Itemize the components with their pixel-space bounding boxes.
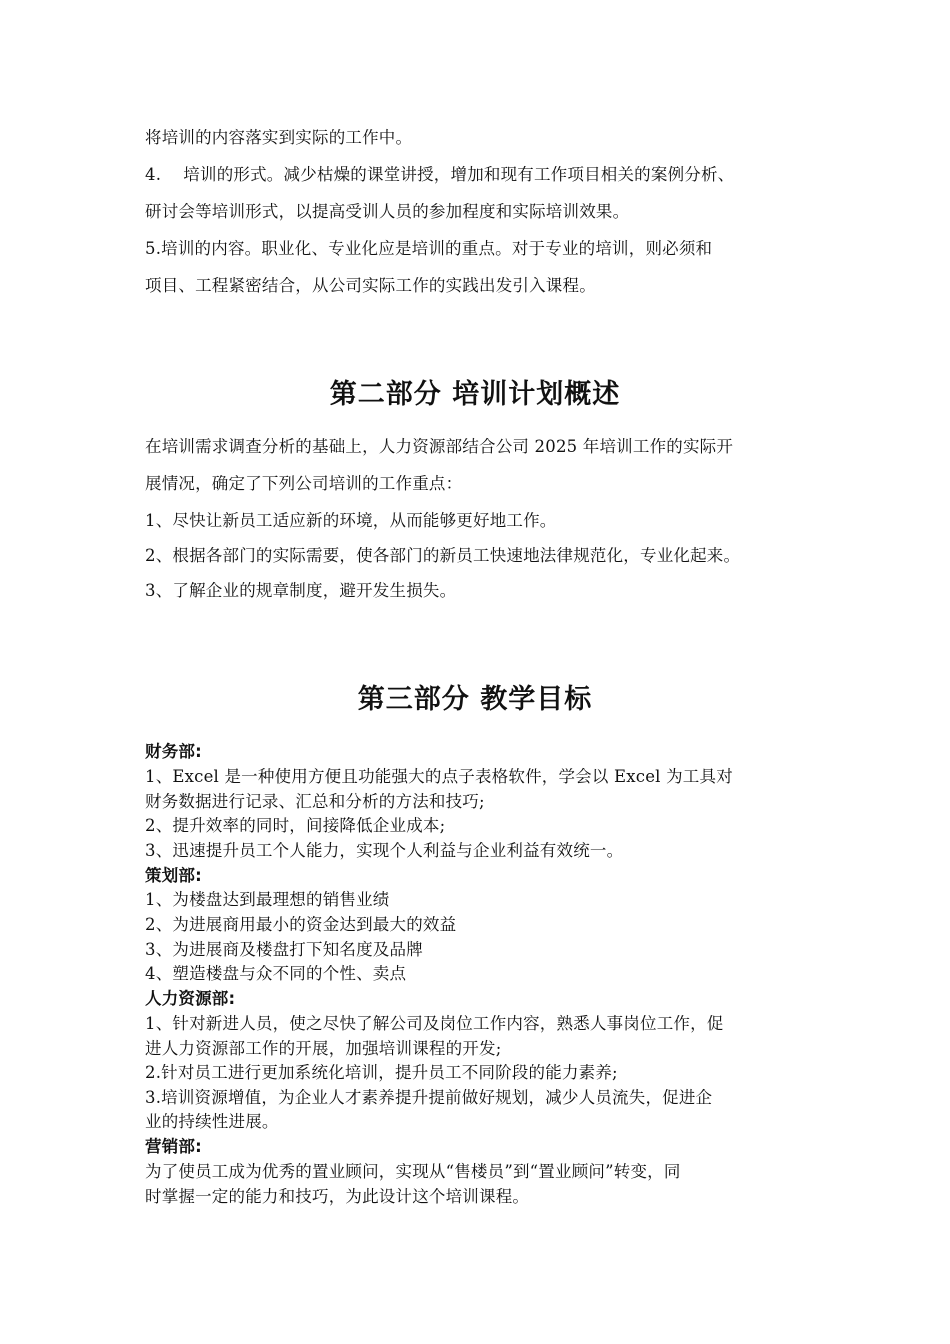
paragraph-line: 1、尽快让新员工适应新的环境，从而能够更好地工作。 <box>145 511 557 530</box>
paragraph-line: 4、塑造楼盘与众不同的个性、卖点 <box>145 964 407 983</box>
paragraph-line: 3、为进展商及楼盘打下知名度及品牌 <box>145 940 423 959</box>
paragraph-line: 1、为楼盘达到最理想的销售业绩 <box>145 890 390 909</box>
paragraph-line: 业的持续性进展。 <box>145 1112 279 1131</box>
paragraph-line: 进人力资源部工作的开展，加强培训课程的开发; <box>145 1039 502 1058</box>
paragraph-line: 将培训的内容落实到实际的工作中。 <box>145 128 413 147</box>
section-title-part2: 第二部分 培训计划概述 <box>329 379 621 410</box>
paragraph-line: 4. 培训的形式。减少枯燥的课堂讲授，增加和现有工作项目相关的案例分析、 <box>145 165 735 184</box>
paragraph-line: 2、为进展商用最小的资金达到最大的效益 <box>145 915 457 934</box>
paragraph-line: 3.培训资源增值，为企业人才素养提升提前做好规划，减少人员流失，促进企 <box>145 1088 713 1107</box>
paragraph-line: 在培训需求调查分析的基础上，人力资源部结合公司 2025 年培训工作的实际开 <box>145 437 734 456</box>
paragraph-line: 项目、工程紧密结合，从公司实际工作的实践出发引入课程。 <box>145 276 596 295</box>
dept-heading-marketing: 营销部: <box>145 1137 202 1156</box>
paragraph-line: 2、提升效率的同时，间接降低企业成本; <box>145 816 446 835</box>
dept-heading-hr: 人力资源部: <box>145 989 236 1008</box>
paragraph-line: 展情况，确定了下列公司培训的工作重点： <box>145 474 463 493</box>
paragraph-line: 2.针对员工进行更加系统化培训，提升员工不同阶段的能力素养; <box>145 1063 618 1082</box>
paragraph-line: 3、迅速提升员工个人能力，实现个人利益与企业利益有效统一。 <box>145 841 624 860</box>
paragraph-line: 1、针对新进人员，使之尽快了解公司及岗位工作内容，熟悉人事岗位工作，促 <box>145 1014 724 1033</box>
paragraph-line: 财务数据进行记录、汇总和分析的方法和技巧; <box>145 792 485 811</box>
paragraph-line: 2、根据各部门的实际需要，使各部门的新员工快速地法律规范化，专业化起来。 <box>145 546 741 565</box>
paragraph-line: 研讨会等培训形式，以提高受训人员的参加程度和实际培训效果。 <box>145 202 630 221</box>
paragraph-line: 为了使员工成为优秀的置业顾问，实现从“售楼员”到“置业顾问”转变，同 <box>145 1162 681 1181</box>
paragraph-line: 3、了解企业的规章制度，避开发生损失。 <box>145 581 457 600</box>
section-title-part3: 第三部分 教学目标 <box>357 684 593 715</box>
paragraph-line: 5.培训的内容。职业化、专业化应是培训的重点。对于专业的培训，则必须和 <box>145 239 713 258</box>
paragraph-line: 时掌握一定的能力和技巧，为此设计这个培训课程。 <box>145 1187 530 1206</box>
dept-heading-finance: 财务部: <box>145 742 202 761</box>
dept-heading-planning: 策划部: <box>145 866 202 885</box>
paragraph-line: 1、Excel 是一种使用方便且功能强大的点子表格软件，学会以 Excel 为工具对 <box>145 767 733 786</box>
